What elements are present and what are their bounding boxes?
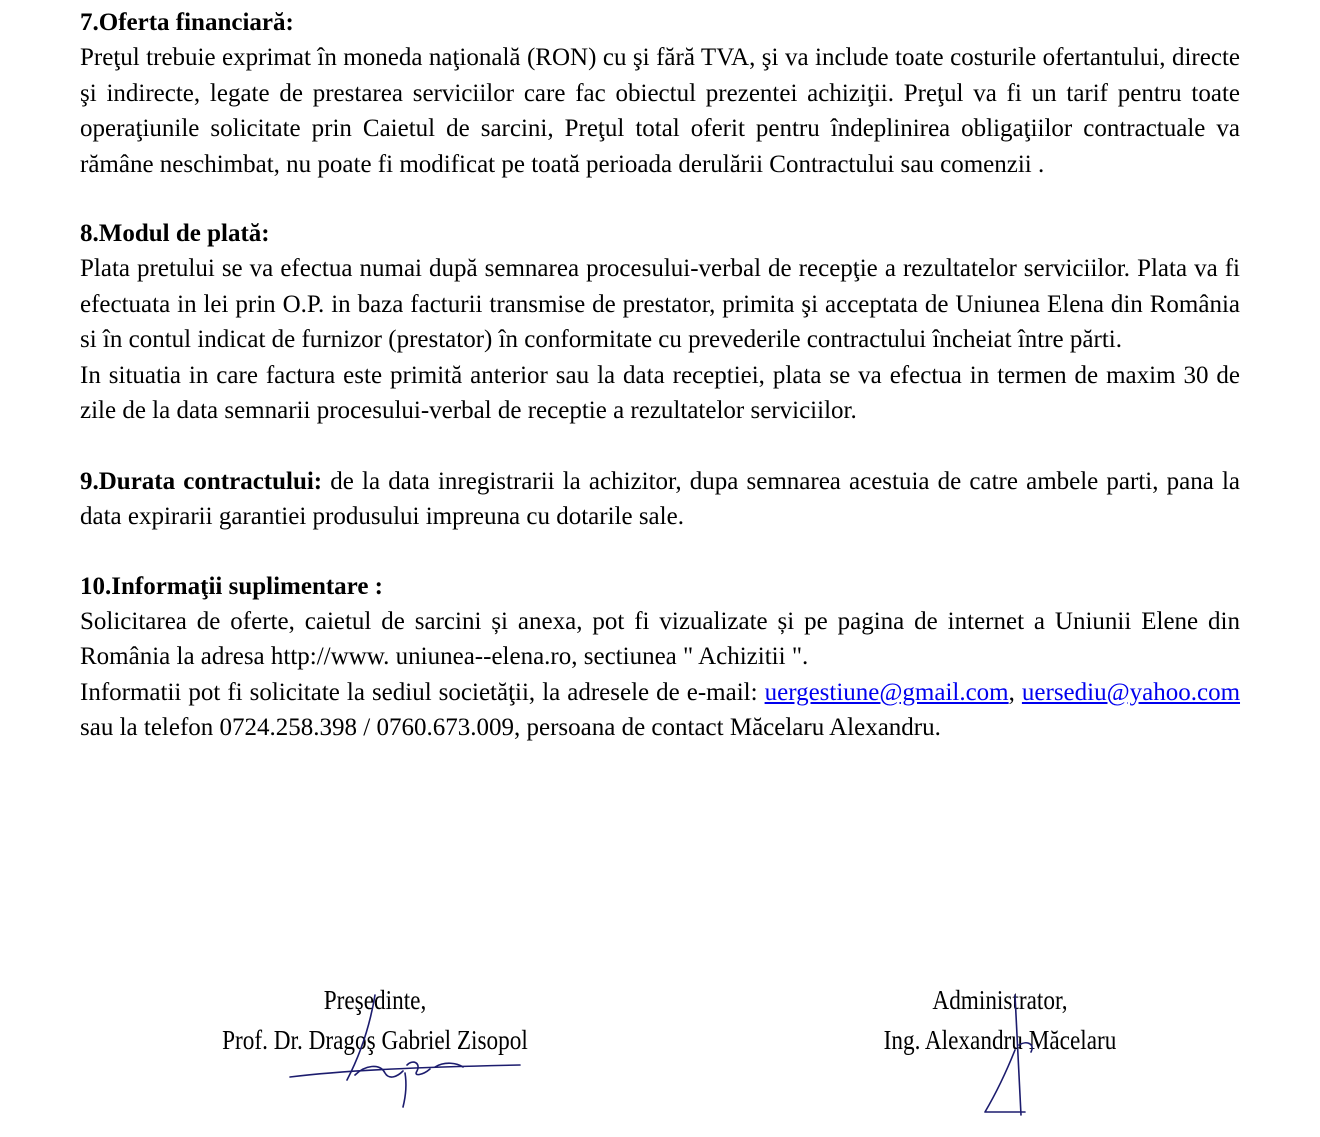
signature-title-administrator: Administrator, <box>932 985 1068 1015</box>
section-additional-info <box>80 570 1240 746</box>
section-financial-offer <box>80 6 1240 182</box>
contract-duration-paragraph <box>80 464 1240 535</box>
handwritten-signature-president <box>285 985 545 1115</box>
handwritten-signature-administrator <box>975 990 1065 1120</box>
section-payment-method <box>80 217 1240 429</box>
section-contract-duration <box>80 464 1240 535</box>
section-heading-contract-duration: 9.Durata contractului: <box>80 467 323 495</box>
document-page <box>80 6 1240 746</box>
contact-info-phone: sau la telefon 0724.258.398 / 0760.673.009, persoana de contact Măcelaru Alexandru. <box>80 714 941 741</box>
payment-term-text: In situatia in care factura este primită anterior sau la data receptiei, plata se va efectua in termen de maxim 30 de zile de la data semnarii procesului-verbal de receptie a rezultatelor serviciilor. <box>80 361 1240 424</box>
additional-info-text: Solicitarea de oferte, caietul de sarcini și anexa, pot fi vizualizate și pe pagina de internet a Uniunii Elene din România la adresa http://www. uniunea--elena.ro, sectiunea " Achizitii ". <box>80 607 1240 670</box>
payment-method-text: Plata pretului se va efectua numai după semnarea procesului-verbal de recepţie a rezultatelor serviciilor. Plata va fi efectuata in lei prin O.P. in baza facturii transmise de prestator, primita şi acceptata de Uniunea Elena din România si în contul indicat de furnizor (prestator) în conformitate cu prevederile contractului încheiat între părti. <box>80 255 1240 353</box>
section-heading-payment-method: 8.Modul de plată: <box>80 220 270 247</box>
section-heading-additional-info: 10.Informaţii suplimentare : <box>80 572 383 600</box>
contact-info-intro: Informatii pot fi solicitate la sediul societăţii, la adresele de e-mail: <box>80 678 765 706</box>
email-separator: , <box>1008 678 1015 706</box>
signature-name-administrator: Ing. Alexandru Măcelaru <box>883 1025 1117 1055</box>
contact-info-paragraph <box>80 675 1240 746</box>
email-link-uergestiune[interactable]: uergestiune@gmail.com <box>764 678 1009 706</box>
signature-name-president: Prof. Dr. Dragoş Gabriel Zisopol <box>222 1025 528 1055</box>
financial-offer-text: Preţul trebuie exprimat în moneda naţională (RON) cu şi fără TVA, şi va include toate costurile ofertantului, directe şi indirecte, legate de prestarea serviciilor care fac obiectul prezentei achiziţii. Preţul va fi un tarif pentru toate operaţiunile solicitate prin Caietul de sarcini, Preţul total oferit pentru îndeplinirea obligaţiilor contractuale va rămâne neschimbat, nu poate fi modificat pe toată perioada derulării Contractului sau comenzii . <box>80 44 1240 178</box>
email-link-uersediu[interactable]: uersediu@yahoo.com <box>1021 678 1241 706</box>
contract-duration-text: de la data inregistrarii la achizitor, dupa semnarea acestuia de catre ambele parti, pana la data expirarii garantiei produsului impreuna cu dotarile sale. <box>80 467 1240 530</box>
section-heading-financial-offer: 7.Oferta financiară: <box>80 9 294 36</box>
signature-title-president: Preşedinte, <box>323 985 427 1015</box>
